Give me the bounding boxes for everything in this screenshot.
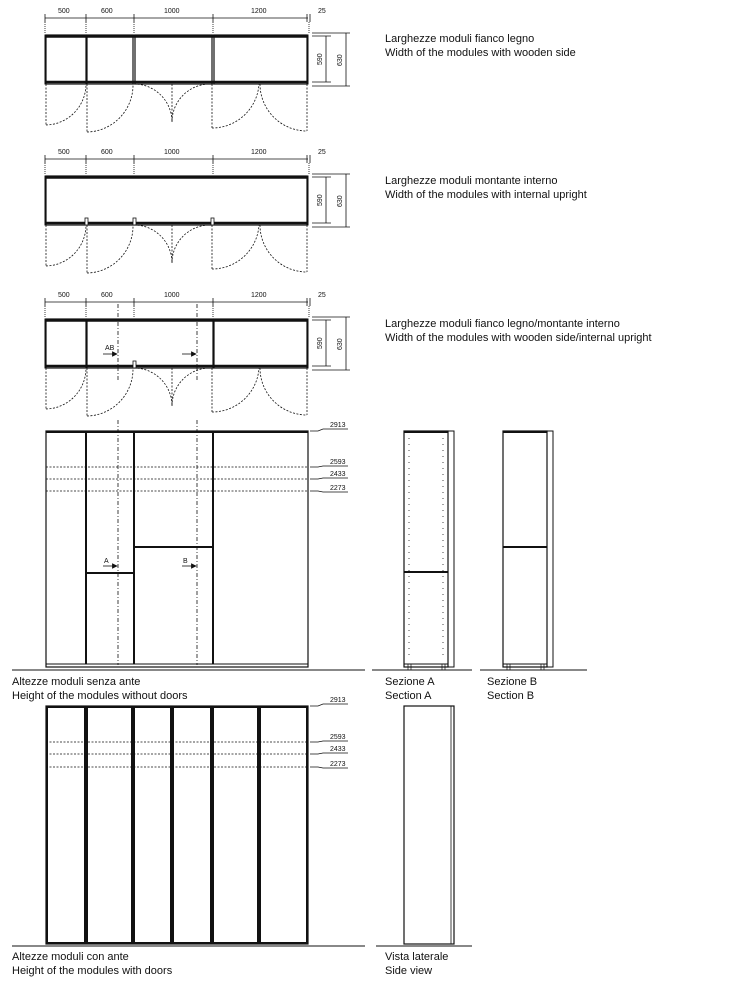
width-600: 600: [101, 149, 113, 156]
plan-view-mixed: [45, 292, 350, 416]
caption-plan2-it: Larghezze moduli montante interno: [385, 175, 558, 187]
height-2433: 2433: [330, 471, 346, 478]
caption-front-doors-it: Altezze moduli con ante: [12, 951, 129, 963]
section-marker-b: B: [183, 558, 188, 565]
width-1000: 1000: [164, 149, 180, 156]
caption-section-a-it: Sezione A: [385, 676, 435, 688]
caption-plan3-it: Larghezze moduli fianco legno/montante interno: [385, 318, 620, 330]
caption-plan1-it: Larghezze moduli fianco legno: [385, 33, 535, 45]
section-a-drawing: [372, 431, 472, 670]
depth-630: 630: [337, 195, 344, 207]
height-2273: 2273: [330, 485, 346, 492]
height-2433: 2433: [330, 746, 346, 753]
width-25: 25: [318, 149, 326, 156]
caption-section-b-it: Sezione B: [487, 676, 538, 688]
caption-plan3-en: Width of the modules with wooden side/internal upright: [385, 332, 652, 344]
width-500: 500: [58, 292, 70, 299]
width-500: 500: [58, 149, 70, 156]
caption-plan2-en: Width of the modules with internal upright: [385, 189, 587, 201]
height-2913: 2913: [330, 422, 346, 429]
caption-side-view-it: Vista laterale: [385, 951, 449, 963]
depth-630: 630: [337, 338, 344, 350]
depth-590: 590: [317, 53, 324, 65]
width-25: 25: [318, 8, 326, 15]
width-1200: 1200: [251, 292, 267, 299]
width-600: 600: [101, 8, 113, 15]
height-2593: 2593: [330, 734, 346, 741]
width-1200: 1200: [251, 8, 267, 15]
caption-front-open-en: Height of the modules without doors: [12, 690, 188, 702]
width-500: 500: [58, 8, 70, 15]
front-elevation-without-doors: [12, 420, 365, 670]
caption-plan1-en: Width of the modules with wooden side: [385, 47, 576, 59]
section-b-drawing: [480, 431, 587, 670]
width-1000: 1000: [164, 8, 180, 15]
section-marker-ab: AB: [105, 345, 115, 352]
depth-590: 590: [317, 337, 324, 349]
plan-view-wooden-side: [45, 8, 350, 132]
depth-590: 590: [317, 194, 324, 206]
depth-630: 630: [337, 54, 344, 66]
caption-side-view-en: Side view: [385, 965, 433, 977]
width-1000: 1000: [164, 292, 180, 299]
caption-front-doors-en: Height of the modules with doors: [12, 965, 173, 977]
caption-section-a-en: Section A: [385, 690, 432, 702]
height-2593: 2593: [330, 459, 346, 466]
caption-front-open-it: Altezze moduli senza ante: [12, 676, 141, 688]
caption-section-b-en: Section B: [487, 690, 535, 702]
section-marker-a: A: [104, 558, 109, 565]
width-600: 600: [101, 292, 113, 299]
front-elevation-with-doors: [12, 697, 365, 946]
height-2913: 2913: [330, 697, 346, 704]
side-view-drawing: [376, 706, 472, 946]
width-25: 25: [318, 292, 326, 299]
width-1200: 1200: [251, 149, 267, 156]
height-2273: 2273: [330, 761, 346, 768]
plan-view-internal-upright: [45, 149, 350, 273]
